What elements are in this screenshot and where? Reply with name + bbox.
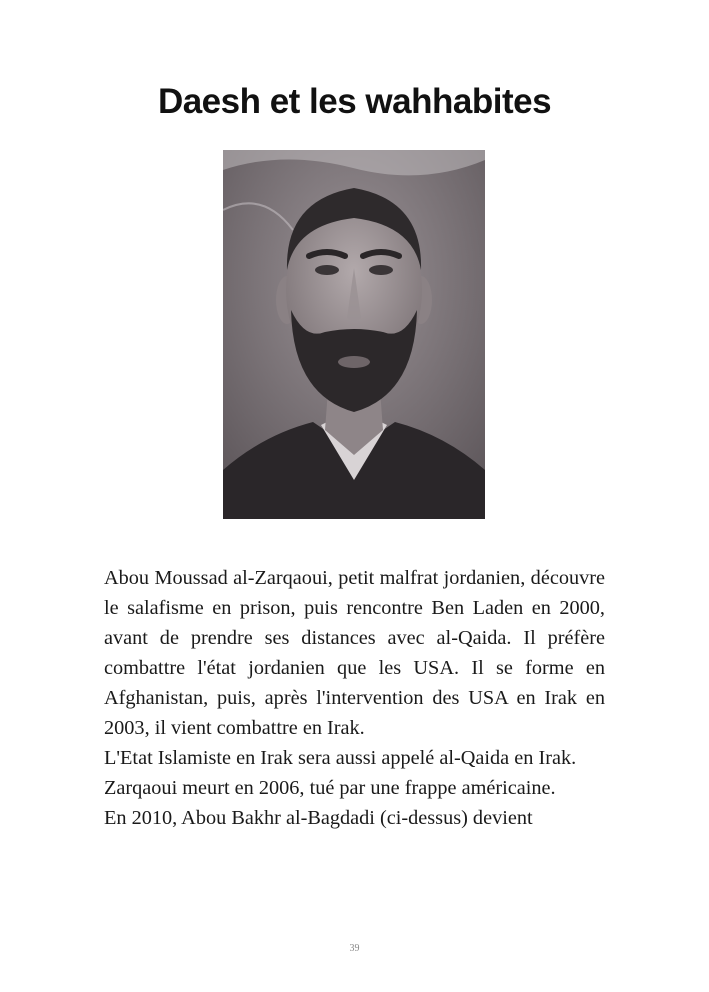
body-text [104, 563, 605, 833]
paragraph: Zarqaoui meurt en 2006, tué par une frappe américaine. [104, 777, 556, 799]
paragraph: L'Etat Islamiste en Irak sera aussi appelé al-Qaida en Irak. [104, 747, 577, 769]
portrait-photo [223, 150, 485, 519]
paragraph: Abou Moussad al-Zarqaoui, petit malfrat jordanien, découvre le salafisme en prison, puis rencontre Ben Laden en 2000, avant de prendre ses distances avec al-Qaida. Il préfère combattre l'état jordanien que les USA. Il se forme en Afghanistan, puis, après l'intervention des USA en Irak en 2003, il vient combattre en Irak. [104, 567, 605, 739]
page-number: 39 [349, 943, 360, 954]
paragraph: En 2010, Abou Bakhr al-Bagdadi (ci-dessus) devient [104, 807, 533, 829]
page-title: Daesh et les wahhabites [157, 82, 552, 121]
